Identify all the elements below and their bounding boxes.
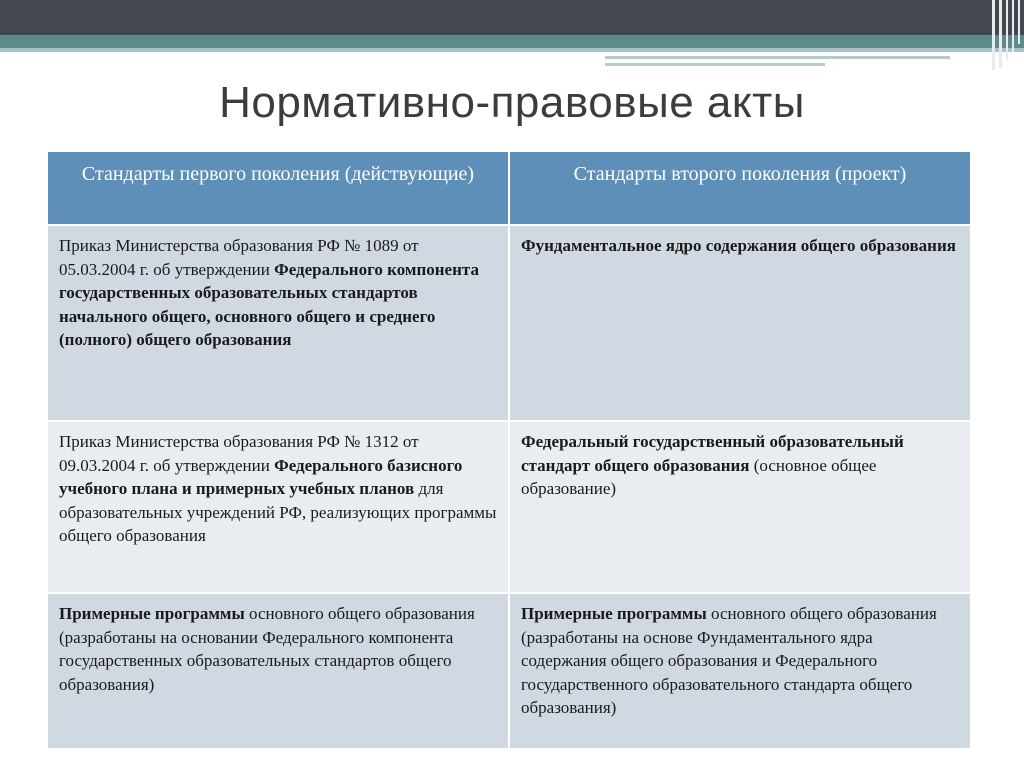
header-teal-band <box>0 35 1024 48</box>
column-header-first-generation: Стандарты первого поколения (действующие) <box>48 152 508 224</box>
cell-text: основного общего образования (разработаны на основе Фундаментального ядра содержания общего образования и Федерального государственного образовательного стандарта общего образования) <box>521 604 937 717</box>
column-header-second-generation: Стандарты второго поколения (проект) <box>510 152 970 224</box>
header-dark-band <box>0 0 1024 35</box>
table-cell-row3-left <box>48 594 508 748</box>
decorative-line <box>605 56 950 59</box>
table-cell-row1-right <box>510 226 970 420</box>
table-cell-row2-left <box>48 422 508 592</box>
cell-bold-text: Федеральный государственный образовательный стандарт общего образования <box>521 432 904 475</box>
cell-bold-text: Федерального базисного учебного плана и примерных учебных планов <box>59 455 463 498</box>
cell-text: Приказ Министерства образования РФ № 1312 от 09.03.2004 г. об утверждении <box>59 432 419 475</box>
cell-text: для образовательных учреждений РФ, реализующих программы общего образования <box>59 479 497 545</box>
decorative-vertical-bar <box>1012 0 1014 52</box>
cell-text: Приказ Министерства образования РФ № 1089 от 05.03.2004 г. об утверждении <box>59 236 419 279</box>
decorative-vertical-bar <box>1018 0 1020 44</box>
decorative-vertical-bar <box>1006 0 1008 60</box>
decorative-vertical-bar <box>992 0 995 70</box>
comparison-table <box>48 152 970 744</box>
decorative-vertical-bar <box>999 0 1002 68</box>
slide-title: Нормативно-правовые акты <box>219 78 805 127</box>
table-cell-row3-right <box>510 594 970 748</box>
cell-bold-text: Примерные программы <box>59 604 245 623</box>
cell-text: основного общего образования (разработаны на основании Федерального компонента государственных образовательных стандартов общего образования) <box>59 604 475 694</box>
cell-text: (основное общее образование) <box>521 455 877 498</box>
cell-bold-text: Федерального компонента государственных образовательных стандартов начального общего, основного общего и среднего (полного) общего образования <box>59 259 479 349</box>
table-cell-row1-left <box>48 226 508 420</box>
cell-bold-text: Примерные программы <box>521 604 707 623</box>
cell-bold-text: Фундаментальное ядро содержания общего образования <box>521 236 956 255</box>
decorative-line <box>605 63 825 66</box>
table-cell-row2-right <box>510 422 970 592</box>
header-light-strip <box>0 48 1024 52</box>
